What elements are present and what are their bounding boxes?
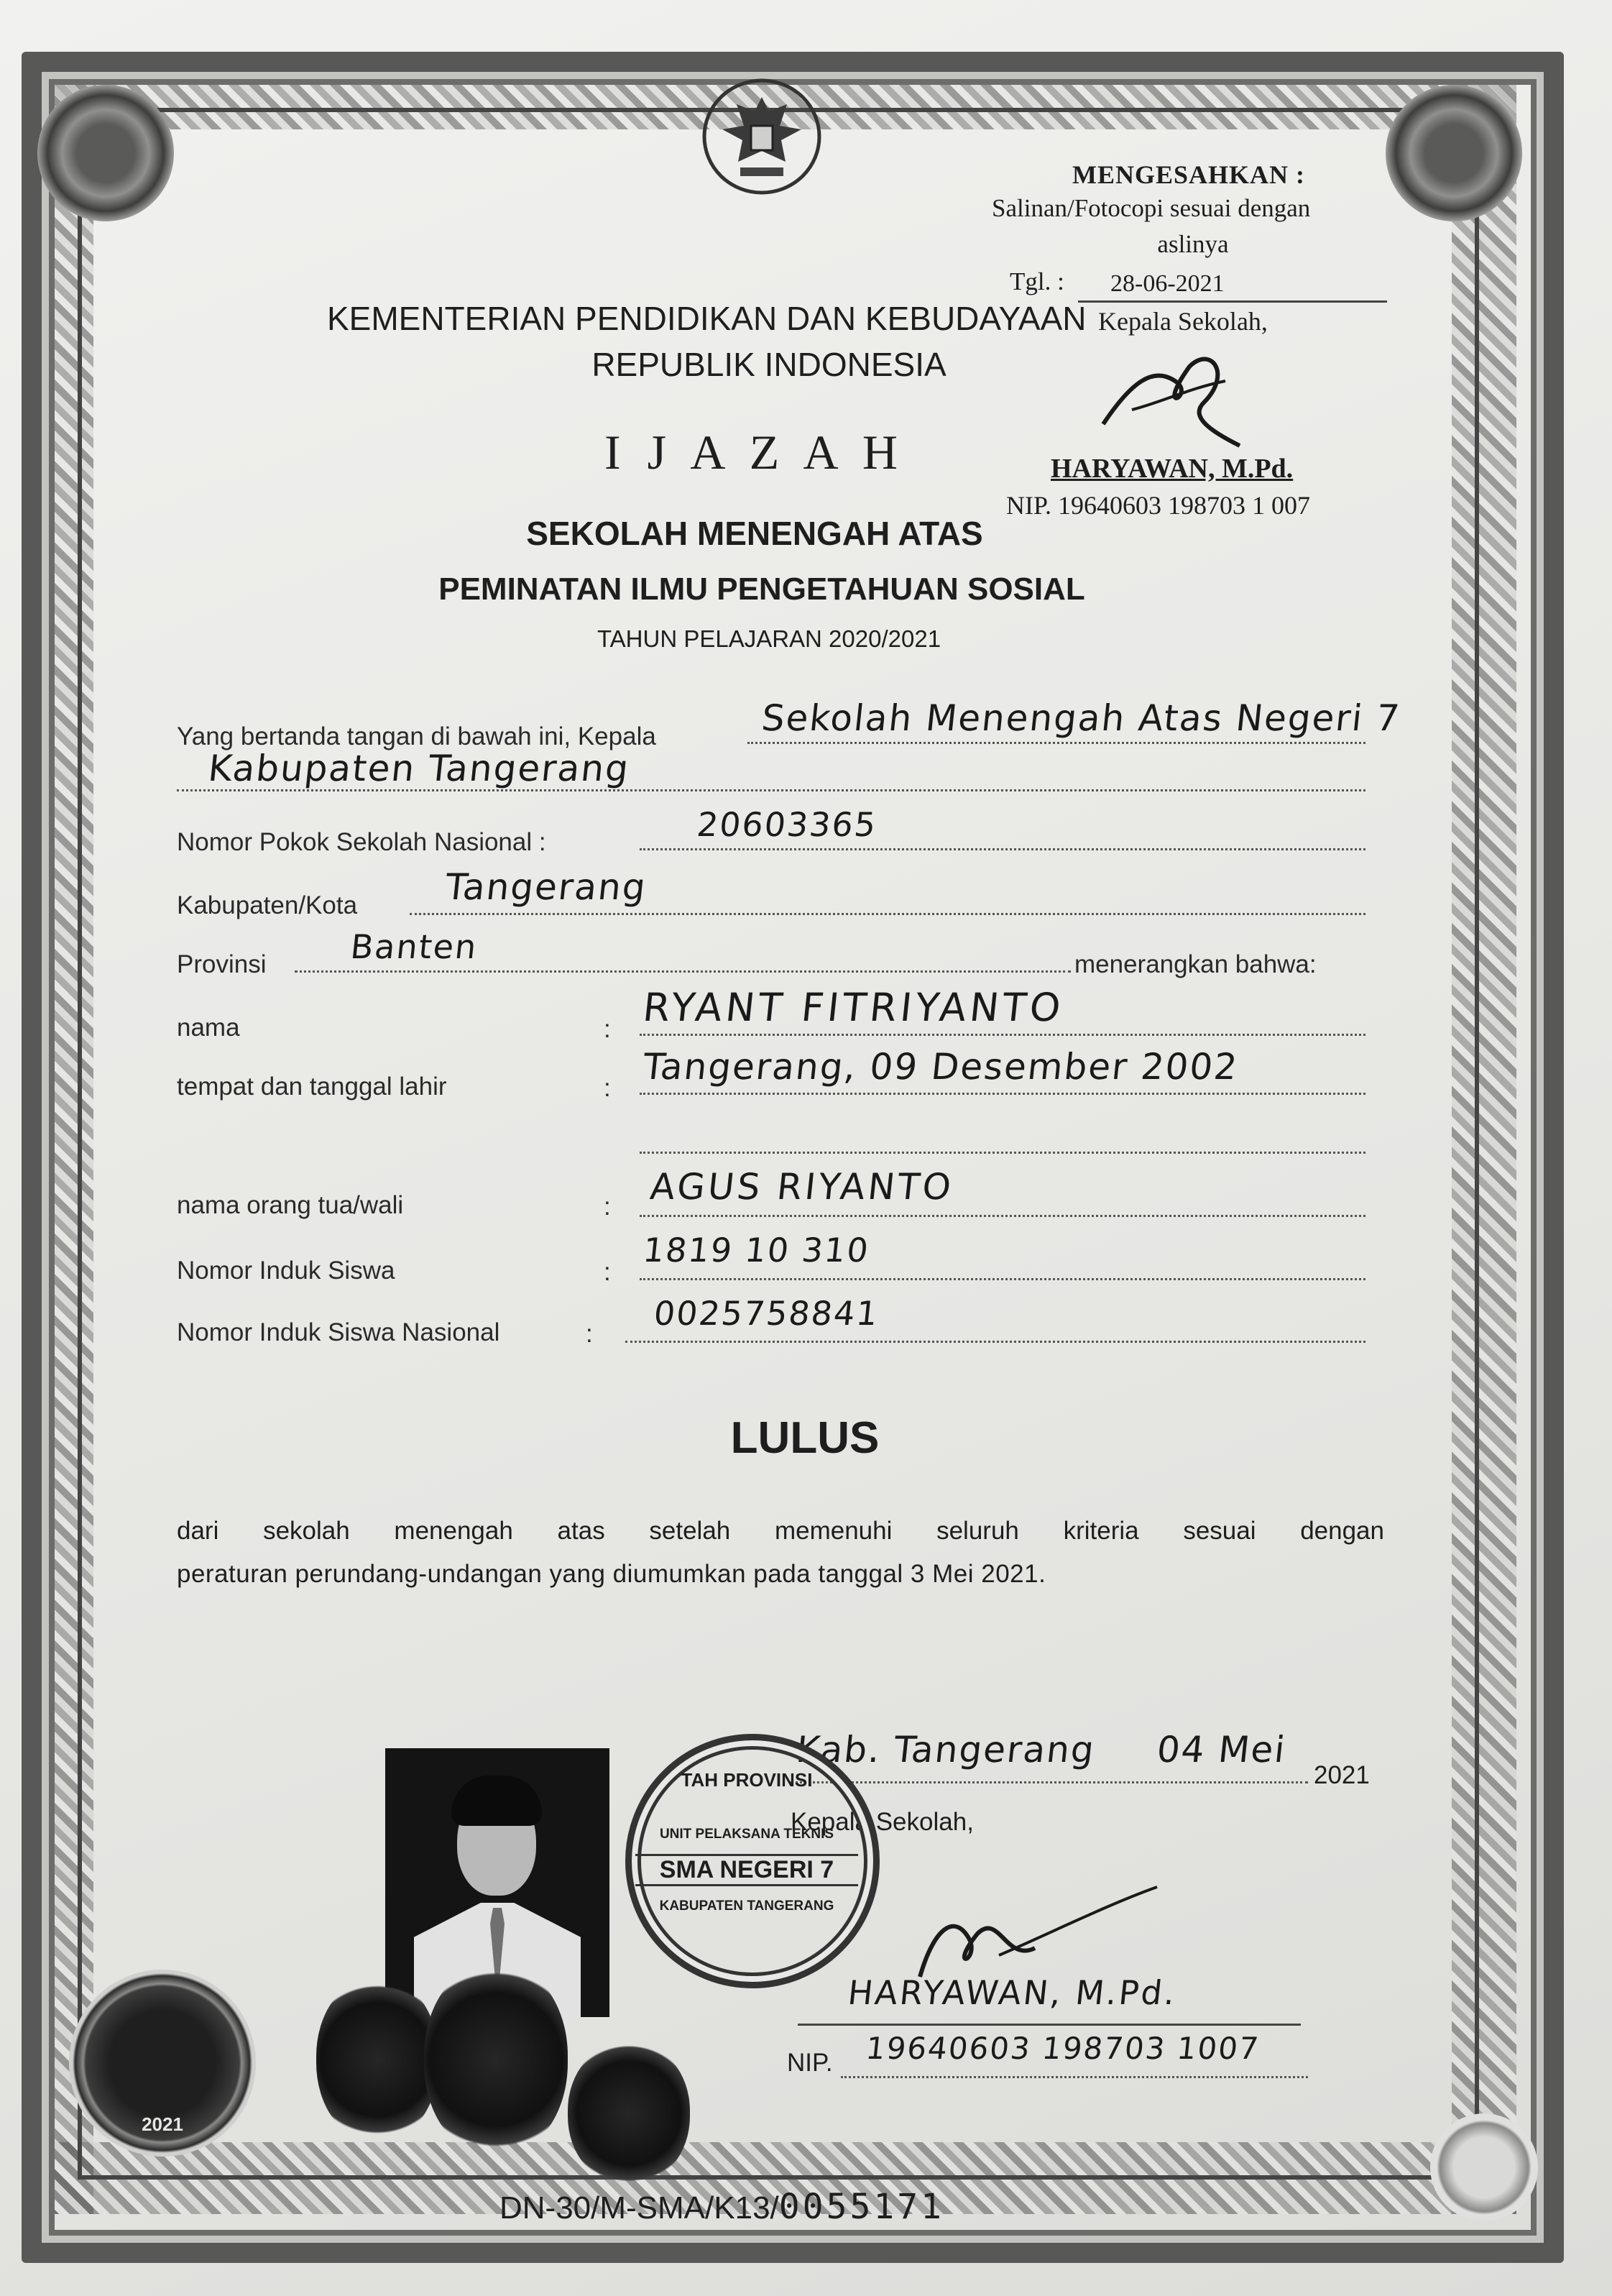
document-title: I J A Z A H <box>604 425 905 479</box>
school-name-line-1 <box>747 742 1365 744</box>
fingerprint-middle <box>424 1962 568 2157</box>
legalization-role: Kepala Sekolah, <box>1098 307 1268 336</box>
nisn-value: 0025758841 <box>652 1294 881 1333</box>
legalization-date-label: Tgl. : <box>1010 267 1064 295</box>
serial-number <box>499 2187 944 2227</box>
country-name: REPUBLIK INDONESIA <box>591 346 947 383</box>
legalization-line-2: aslinya <box>1157 230 1229 258</box>
legalization-date-underline <box>1078 300 1387 303</box>
legalization-name: HARYAWAN, M.Pd. <box>1051 454 1294 484</box>
ministry-seal <box>69 1970 256 2157</box>
intro-label: Yang bertanda tangan di bawah ini, Kepala <box>177 722 656 750</box>
parent-label: nama orang tua/wali <box>177 1191 404 1219</box>
nis-value: 1819 10 310 <box>641 1231 872 1269</box>
serial-digits: 0055171 <box>778 2187 945 2227</box>
stamp-region-text: KABUPATEN TANGERANG <box>659 1898 834 1914</box>
name-colon: : <box>604 1015 611 1043</box>
legalization-date-value: 28-06-2021 <box>1110 270 1225 297</box>
school-name-2: Kabupaten Tangerang <box>206 748 632 789</box>
signature-nip-value: 19640603 198703 1007 <box>864 2031 1262 2066</box>
signature-date-line <box>791 1781 1308 1783</box>
photo-hair <box>451 1776 542 1826</box>
nisn-colon: : <box>586 1320 593 1348</box>
academic-year: TAHUN PELAJARAN 2020/2021 <box>597 625 941 652</box>
legalization-line-1: Salinan/Fotocopi sesuai dengan <box>992 194 1311 222</box>
legalization-nip: NIP. 19640603 198703 1 007 <box>1006 491 1311 520</box>
corner-ornament-top-left <box>37 85 174 221</box>
city-value: Tangerang <box>443 866 649 908</box>
province-label: Provinsi <box>177 950 267 978</box>
birth-value: Tangerang, 09 Desember 2002 <box>640 1046 1241 1088</box>
legalization-signature-icon <box>1089 338 1261 453</box>
signature-nip-line <box>841 2076 1308 2078</box>
graduation-status: LULUS <box>730 1413 880 1463</box>
npsn-value: 20603365 <box>695 805 879 844</box>
seal-year: 2021 <box>142 2113 183 2135</box>
stamp-top-text: TAH PROVINSI <box>681 1769 813 1791</box>
birth-line <box>640 1093 1365 1095</box>
signature-name: HARYAWAN, M.Pd. <box>846 1973 1179 2012</box>
birth-colon: : <box>604 1074 611 1102</box>
signature-place: Kab. Tangerang <box>793 1729 1097 1771</box>
nis-label: Nomor Induk Siswa <box>177 1257 395 1285</box>
serial-prefix: DN-30/M-SMA/K13/ <box>499 2190 779 2226</box>
province-value: Banten <box>349 927 480 966</box>
school-name-line-2 <box>177 789 1365 791</box>
parent-colon: : <box>604 1193 611 1221</box>
signature-date: 04 Mei <box>1154 1729 1289 1771</box>
nis-line <box>640 1278 1365 1280</box>
signature-nip-label: NIP. <box>787 2049 833 2077</box>
parent-value: AGUS RIYANTO <box>648 1166 957 1208</box>
province-line <box>295 970 1071 973</box>
nis-colon: : <box>604 1258 611 1286</box>
explain-label: menerangkan bahwa: <box>1074 950 1317 978</box>
nisn-label: Nomor Induk Siswa Nasional <box>177 1318 500 1346</box>
graduation-statement-1: dari sekolah menengah atas setelah memenuhi seluruh kriteria sesuai dengan <box>177 1517 1384 1545</box>
garuda-emblem-icon <box>701 75 823 198</box>
school-level: SEKOLAH MENENGAH ATAS <box>526 515 983 552</box>
ministry-name: KEMENTERIAN PENDIDIKAN DAN KEBUDAYAAN <box>327 300 1087 337</box>
name-label: nama <box>177 1014 240 1042</box>
signature-year: 2021 <box>1314 1761 1370 1789</box>
city-label: Kabupaten/Kota <box>177 891 358 919</box>
npsn-label: Nomor Pokok Sekolah Nasional : <box>177 828 546 856</box>
signature-role: Kepala Sekolah, <box>791 1808 974 1836</box>
school-stamp <box>625 1734 880 1988</box>
name-line <box>640 1034 1365 1036</box>
birth-line-2 <box>640 1152 1365 1154</box>
nisn-line <box>625 1341 1365 1343</box>
birth-label: tempat dan tanggal lahir <box>177 1073 447 1101</box>
major-name: PEMINATAN ILMU PENGETAHUAN SOSIAL <box>438 571 1085 607</box>
stamp-school-text: SMA NEGERI 7 <box>635 1854 858 1886</box>
npsn-line <box>640 848 1365 850</box>
graduation-statement-2: peraturan perundang-undangan yang diumumkan pada tanggal 3 Mei 2021. <box>177 1560 1046 1588</box>
legalization-title: MENGESAHKAN : <box>1072 160 1306 189</box>
corner-ornament-top-right <box>1386 85 1522 221</box>
fingerprint-right <box>568 2042 690 2185</box>
city-line <box>410 913 1365 915</box>
parent-line <box>640 1215 1365 1217</box>
fingerprint-left <box>316 1977 438 2142</box>
school-name-1: Sekolah Menengah Atas Negeri 7 <box>759 697 1403 739</box>
signature-name-line <box>798 2024 1301 2026</box>
stamp-unit-text: UNIT PELAKSANA TEKNIS <box>659 1827 834 1842</box>
corner-ornament-bottom-right <box>1430 2113 1538 2221</box>
student-name: RYANT FITRIYANTO <box>640 985 1067 1030</box>
